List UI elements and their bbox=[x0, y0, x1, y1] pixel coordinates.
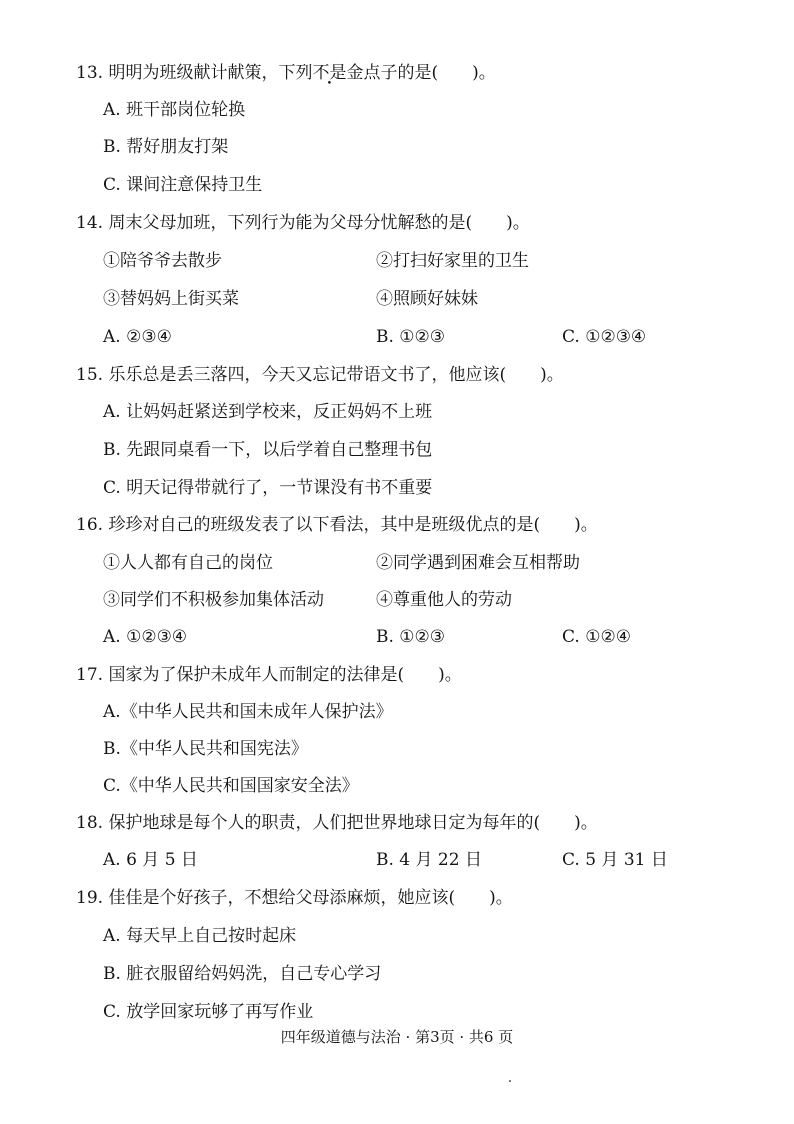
question-17-option-a: A.《中华人民共和国未成年人保护法》 bbox=[103, 702, 393, 722]
scan-speck bbox=[509, 1080, 511, 1082]
question-15-option-c: C. 明天记得带就行了，一节课没有书不重要 bbox=[103, 478, 433, 498]
question-16-item-2: ②同学遇到困难会互相帮助 bbox=[376, 553, 580, 573]
question-18-option-c: C. 5 月 31 日 bbox=[562, 850, 668, 870]
question-16-item-3: ③同学们不积极参加集体活动 bbox=[103, 590, 324, 610]
question-16-option-c: C. ①②④ bbox=[562, 627, 631, 647]
question-16-option-b: B. ①②③ bbox=[376, 627, 446, 647]
emphasized-text: 不是 bbox=[312, 63, 347, 83]
question-14-option-b: B. ①②③ bbox=[376, 327, 446, 347]
question-16-item-4: ④尊重他人的劳动 bbox=[376, 590, 512, 610]
stem-text-end: 金点子的是( )。 bbox=[346, 63, 496, 83]
question-13-option-b: B. 帮好朋友打架 bbox=[103, 137, 229, 157]
question-14-item-1: ①陪爷爷去散步 bbox=[103, 251, 222, 271]
question-13-stem bbox=[76, 58, 496, 88]
question-14-item-4: ④照顾好妹妹 bbox=[376, 289, 478, 309]
question-15-option-b: B. 先跟同桌看一下，以后学着自己整理书包 bbox=[103, 440, 433, 460]
question-13-option-c: C. 课间注意保持卫生 bbox=[103, 175, 263, 195]
question-17-option-c: C.《中华人民共和国国家安全法》 bbox=[103, 776, 359, 796]
question-14-option-c: C. ①②③④ bbox=[562, 327, 647, 347]
question-13-option-a: A. 班干部岗位轮换 bbox=[103, 100, 246, 120]
question-14-option-a: A. ②③④ bbox=[103, 327, 172, 347]
question-18-stem: 18. 保护地球是每个人的职责，人们把世界地球日定为每年的( )。 bbox=[76, 813, 598, 833]
question-16-option-a: A. ①②③④ bbox=[103, 627, 188, 647]
question-14-item-2: ②打扫好家里的卫生 bbox=[376, 251, 529, 271]
question-16-stem: 16. 珍珍对自己的班级发表了以下看法，其中是班级优点的是( )。 bbox=[76, 515, 598, 535]
question-19-stem: 19. 佳佳是个好孩子，不想给父母添麻烦，她应该( )。 bbox=[76, 888, 513, 908]
question-18-option-a: A. 6 月 5 日 bbox=[103, 850, 198, 870]
question-16-item-1: ①人人都有自己的岗位 bbox=[103, 553, 273, 573]
question-17-option-b: B.《中华人民共和国宪法》 bbox=[103, 739, 308, 759]
question-19-option-b: B. 脏衣服留给妈妈洗，自己专心学习 bbox=[103, 964, 382, 984]
question-17-stem: 17. 国家为了保护未成年人而制定的法律是( )。 bbox=[76, 665, 462, 685]
question-19-option-c: C. 放学回家玩够了再写作业 bbox=[103, 1002, 314, 1022]
question-15-option-a: A. 让妈妈赶紧送到学校来，反正妈妈不上班 bbox=[103, 402, 433, 422]
question-14-stem: 14. 周末父母加班，下列行为能为父母分忧解愁的是( )。 bbox=[76, 213, 530, 233]
stem-text: 13. 明明为班级献计献策，下列 bbox=[76, 63, 313, 83]
question-18-option-b: B. 4 月 22 日 bbox=[376, 850, 482, 870]
page-footer: 四年级道德与法治 · 第3页 · 共6 页 bbox=[280, 1028, 514, 1046]
question-15-stem: 15. 乐乐总是丢三落四，今天又忘记带语文书了，他应该( )。 bbox=[76, 365, 564, 385]
question-19-option-a: A. 每天早上自己按时起床 bbox=[103, 926, 297, 946]
question-14-item-3: ③替妈妈上街买菜 bbox=[103, 289, 239, 309]
